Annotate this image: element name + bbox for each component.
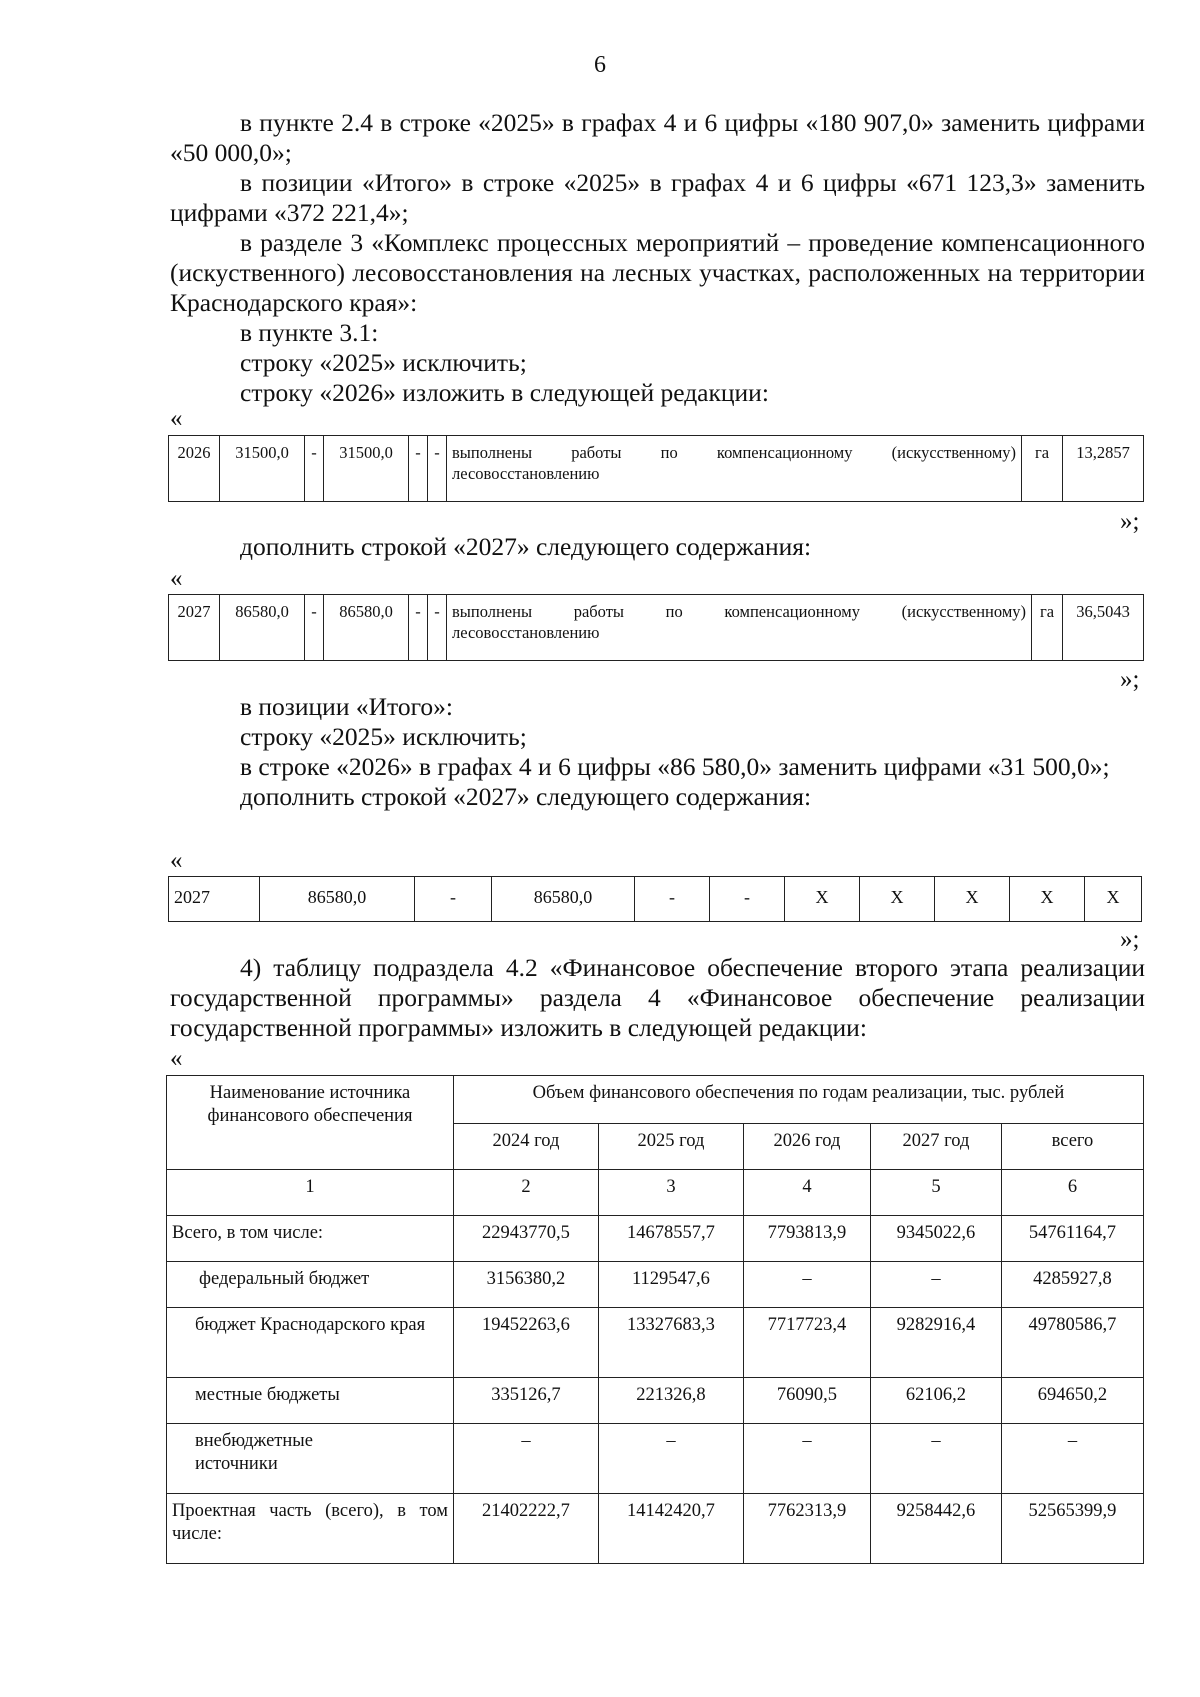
cell-value: 36,5043 <box>1063 595 1144 661</box>
table-row <box>167 1216 1144 1262</box>
table-row-2026 <box>168 435 1144 502</box>
row-name-regional: бюджет Краснодарского края <box>167 1308 454 1378</box>
row-value: – <box>870 1424 1001 1494</box>
section-4-paragraph <box>170 953 1145 1043</box>
paragraph-remove-2025: строку «2025» исключить; <box>240 348 527 377</box>
row-value: 14678557,7 <box>598 1216 743 1262</box>
finance-table <box>166 1075 1144 1564</box>
intro-paragraphs <box>170 108 1145 408</box>
column-number: 6 <box>1001 1170 1143 1216</box>
cell-x-1: Х <box>785 877 860 922</box>
table-row-2027 <box>168 594 1144 661</box>
row-value: 7793813,9 <box>743 1216 870 1262</box>
row-value: 22943770,5 <box>453 1216 598 1262</box>
row-value: 76090,5 <box>743 1378 870 1424</box>
cell-extra: - <box>428 436 447 502</box>
cell-federal: - <box>305 595 324 661</box>
paragraph-add-2027-itogo: дополнить строкой «2027» следующего содержания: <box>240 782 812 811</box>
row-value: 4285927,8 <box>1001 1262 1143 1308</box>
row-value: – <box>743 1424 870 1494</box>
table-row <box>167 1424 1144 1494</box>
column-number: 1 <box>167 1170 454 1216</box>
row-value: 13327683,3 <box>598 1308 743 1378</box>
quote-close: »; <box>1120 508 1140 535</box>
cell-description: выполнены работы по компенсационному (искусственному) лесовосстановлению <box>447 595 1032 661</box>
row-value: 52565399,9 <box>1001 1494 1143 1564</box>
row-value: – <box>870 1262 1001 1308</box>
itogo-paragraphs <box>170 692 1145 812</box>
column-number: 3 <box>598 1170 743 1216</box>
header-year-2026: 2026 год <box>743 1124 870 1170</box>
cell-federal: - <box>415 877 492 922</box>
cell-year: 2027 <box>169 595 220 661</box>
table-row <box>167 1494 1144 1564</box>
paragraph-edit-2026: строку «2026» изложить в следующей редакции: <box>240 378 769 407</box>
cell-x-5: Х <box>1085 877 1142 922</box>
quote-close: »; <box>1120 666 1140 693</box>
paragraph-section-3: в разделе 3 «Комплекс процессных мероприятий – проведение компенсационного (искуственного) лесовосстановления на лесных участках, расположенных на территории Краснодарского края»: <box>170 228 1145 317</box>
cell-x-4: Х <box>1010 877 1085 922</box>
cell-local: - <box>635 877 710 922</box>
cell-regional: 86580,0 <box>324 595 409 661</box>
row-value: 54761164,7 <box>1001 1216 1143 1262</box>
row-value: 694650,2 <box>1001 1378 1143 1424</box>
quote-open: « <box>170 1045 183 1072</box>
cell-description: выполнены работы по компенсационному (искусственному) лесовосстановлению <box>447 436 1022 502</box>
cell-year: 2027 <box>169 877 260 922</box>
row-value: – <box>598 1424 743 1494</box>
row-value: 7717723,4 <box>743 1308 870 1378</box>
row-value: – <box>453 1424 598 1494</box>
column-number: 2 <box>453 1170 598 1216</box>
row-name-federal: федеральный бюджет <box>167 1262 454 1308</box>
row-value: 9345022,6 <box>870 1216 1001 1262</box>
paragraph-2-4: в пункте 2.4 в строке «2025» в графах 4 и 6 цифры «180 907,0» заменить цифрами «50 000,0»; <box>170 108 1145 167</box>
paragraph-itogo: в позиции «Итого»: <box>240 692 453 721</box>
header-volume: Объем финансового обеспечения по годам реализации, тыс. рублей <box>453 1076 1143 1124</box>
header-total: всего <box>1001 1124 1143 1170</box>
add-2027-paragraph <box>170 532 1145 562</box>
quote-open: « <box>170 847 183 874</box>
cell-unit: га <box>1022 436 1063 502</box>
paragraph-section-4-2: 4) таблицу подраздела 4.2 «Финансовое обеспечение второго этапа реализации государственной программы» раздела 4 «Финансовое обеспечение реализации государственной программы» изложить в следующей редакции: <box>170 953 1145 1042</box>
column-number: 4 <box>743 1170 870 1216</box>
quote-open: « <box>170 565 183 592</box>
row-value: – <box>743 1262 870 1308</box>
row-value: 49780586,7 <box>1001 1308 1143 1378</box>
row-value: 19452263,6 <box>453 1308 598 1378</box>
paragraph-itogo-2025: в позиции «Итого» в строке «2025» в графах 4 и 6 цифры «671 123,3» заменить цифрами «372 221,4»; <box>170 168 1145 227</box>
paragraph-remove-2025-itogo: строку «2025» исключить; <box>240 722 527 751</box>
cell-federal: - <box>305 436 324 502</box>
cell-regional: 31500,0 <box>324 436 409 502</box>
paragraph-replace-2026: в строке «2026» в графах 4 и 6 цифры «86 580,0» заменить цифрами «31 500,0»; <box>240 752 1110 781</box>
quote-close: »; <box>1120 926 1140 953</box>
row-name-extrabudget: внебюджетные источники <box>167 1424 454 1494</box>
row-value: 221326,8 <box>598 1378 743 1424</box>
table-row <box>167 1308 1144 1378</box>
table-itogo-2027 <box>168 876 1142 922</box>
row-value: 62106,2 <box>870 1378 1001 1424</box>
row-value: 7762313,9 <box>743 1494 870 1564</box>
cell-regional: 86580,0 <box>492 877 635 922</box>
page-number: 6 <box>594 52 606 78</box>
cell-value: 13,2857 <box>1063 436 1144 502</box>
cell-total: 86580,0 <box>260 877 415 922</box>
row-name-local: местные бюджеты <box>167 1378 454 1424</box>
row-value: 335126,7 <box>453 1378 598 1424</box>
row-value: 9258442,6 <box>870 1494 1001 1564</box>
cell-total: 31500,0 <box>220 436 305 502</box>
cell-unit: га <box>1032 595 1063 661</box>
header-source: Наименование источника финансового обеспечения <box>167 1076 454 1170</box>
table-row <box>167 1262 1144 1308</box>
row-value: 1129547,6 <box>598 1262 743 1308</box>
quote-open: « <box>170 405 183 432</box>
cell-total: 86580,0 <box>220 595 305 661</box>
row-value: 14142420,7 <box>598 1494 743 1564</box>
header-year-2027: 2027 год <box>870 1124 1001 1170</box>
header-year-2024: 2024 год <box>453 1124 598 1170</box>
cell-year: 2026 <box>169 436 220 502</box>
paragraph-point-3-1: в пункте 3.1: <box>240 318 379 347</box>
header-year-2025: 2025 год <box>598 1124 743 1170</box>
cell-local: - <box>409 436 428 502</box>
row-value: 3156380,2 <box>453 1262 598 1308</box>
row-name-total: Всего, в том числе: <box>167 1216 454 1262</box>
cell-local: - <box>409 595 428 661</box>
table-row <box>167 1378 1144 1424</box>
column-number: 5 <box>870 1170 1001 1216</box>
row-value: 21402222,7 <box>453 1494 598 1564</box>
cell-extra: - <box>710 877 785 922</box>
row-value: – <box>1001 1424 1143 1494</box>
row-value: 9282916,4 <box>870 1308 1001 1378</box>
cell-extra: - <box>428 595 447 661</box>
cell-x-3: Х <box>935 877 1010 922</box>
paragraph-add-2027: дополнить строкой «2027» следующего содержания: <box>240 532 812 561</box>
cell-x-2: Х <box>860 877 935 922</box>
row-name-project: Проектная часть (всего), в том числе: <box>167 1494 454 1564</box>
